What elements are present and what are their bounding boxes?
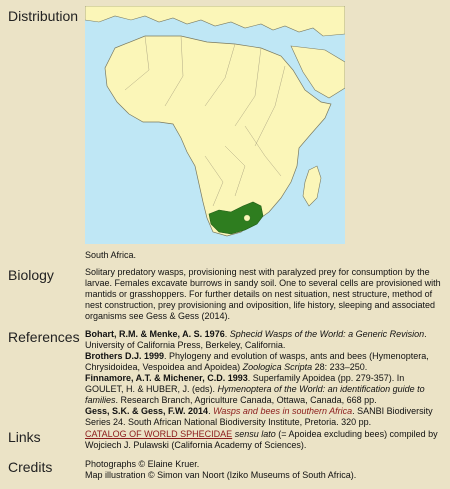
reference-item: Gess, S.K. & Gess, F.W. 2014. Wasps and bees in southern Africa. SANBI Biodiversity Series 24. South African National Biodiversity Institute, Pretoria. 320 pp. [85, 406, 433, 427]
distribution-label: Distribution [8, 8, 79, 24]
links-label: Links [8, 429, 41, 445]
links-section [0, 427, 450, 453]
gess-2014-link[interactable]: Wasps and bees in southern Africa [213, 406, 353, 416]
credits-photos: Photographs © Elaine Kruer. [85, 459, 200, 469]
reference-item: Finnamore, A.T. & Michener, C.D. 1993. Superfamily Apoidea (pp. 279-357). In GOULET, H. & HUBER, J. (eds). Hymenoptera of the World: an identification guide to families. Research Branch, Agriculture Canada, Ottawa, Canada, 668 pp. [85, 373, 425, 405]
reference-item: Bohart, R.M. & Menke, A. S. 1976. Sphecid Wasps of the World: a Generic Revision. University of California Press, Berkeley, California. [85, 329, 427, 350]
credits-section [0, 457, 450, 487]
links-text: CATALOG OF WORLD SPHECIDAE sensu lato (= Apoidea excluding bees) compiled by Wojciech J. Pulawski (California Academy of Sciences). [85, 429, 438, 450]
map-icon [85, 6, 345, 244]
biology-text: Solitary predatory wasps, provisioning nest with paralyzed prey for consumption by the larvae. Females excavate burrows in sandy soil. One to several cells are provisioned with mantids or grasshoppers. For further details on nest situation, nest structure, method of nest construction, prey provisioning and oviposition, life history, sleeping and associated organisms see Gess & Gess (2014). [85, 267, 441, 321]
references-label: References [8, 329, 80, 345]
biology-section [0, 265, 450, 325]
credits-text [85, 459, 444, 481]
africa-distribution-map [85, 6, 345, 244]
credits-map: Map illustration © Simon van Noort (Iziko Museums of South Africa). [85, 470, 357, 480]
references-list [85, 329, 444, 428]
catalog-world-sphecidae-link[interactable]: CATALOG OF WORLD SPHECIDAE [85, 429, 233, 439]
map-caption: South Africa. [85, 250, 137, 260]
credits-label: Credits [8, 459, 53, 475]
biology-label: Biology [8, 267, 54, 283]
reference-item: Brothers D.J. 1999. Phylogeny and evolution of wasps, ants and bees (Hymenoptera, Chrysidoidea, Vespoidea and Apoidea) Zoologica Scripta 28: 233–250. [85, 351, 429, 372]
references-section [0, 327, 450, 425]
